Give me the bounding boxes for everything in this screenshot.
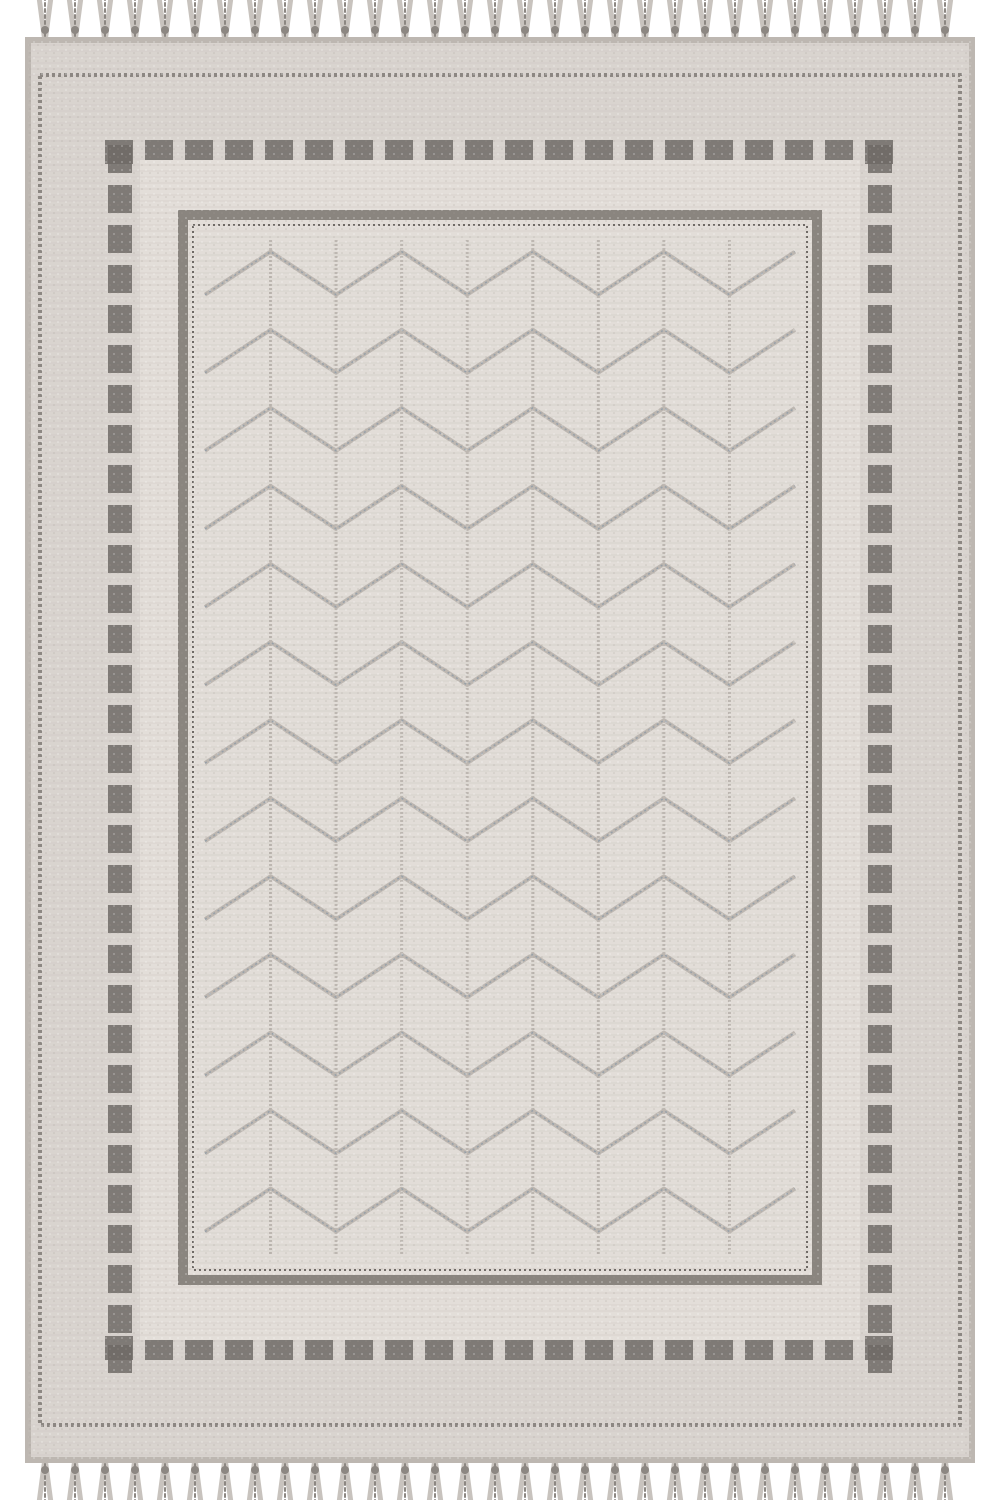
speckle-overlay [28, 40, 972, 1460]
